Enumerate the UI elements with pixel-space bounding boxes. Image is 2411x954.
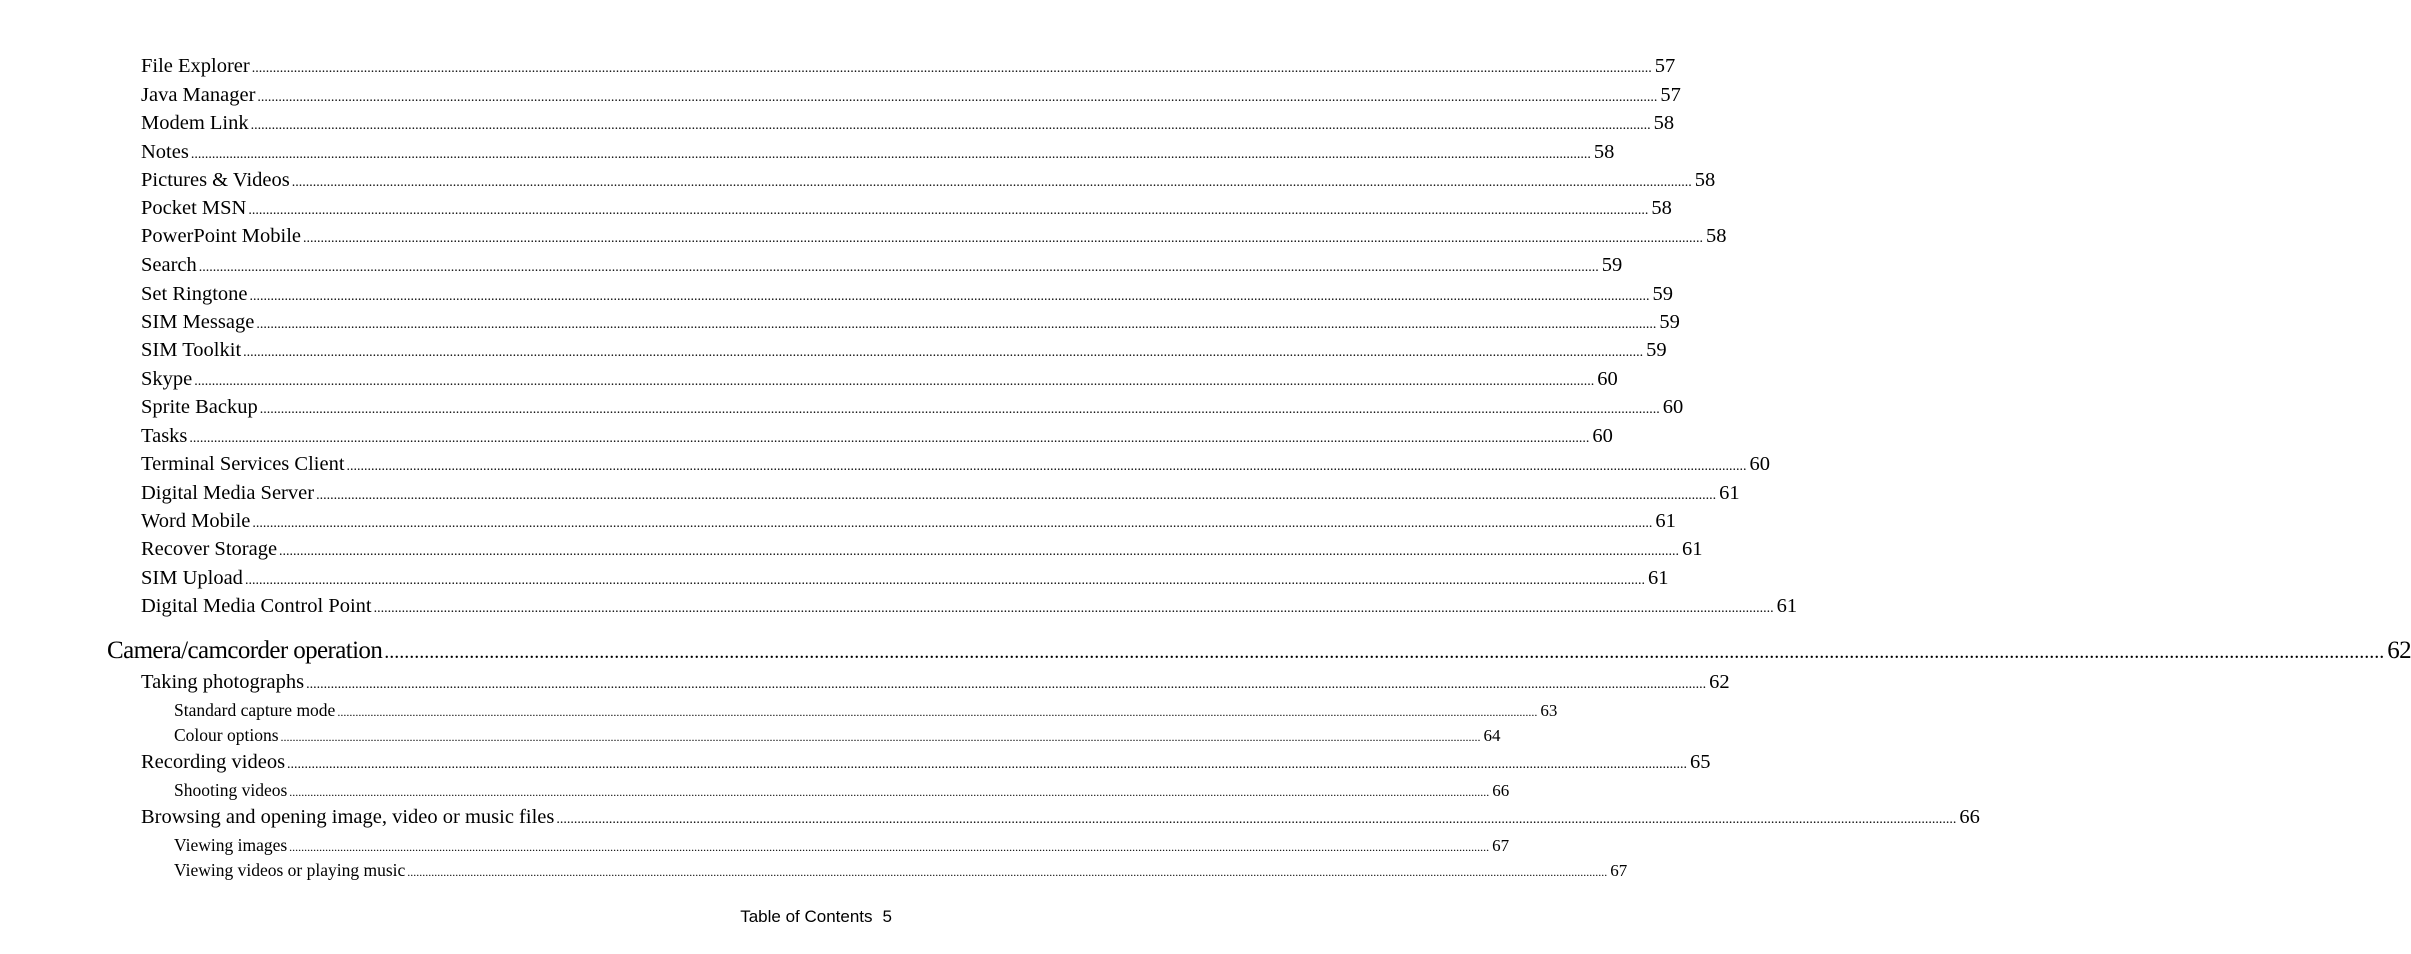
toc-entry[interactable] bbox=[141, 422, 1613, 450]
toc-entry-page-number: 58 bbox=[1651, 197, 1672, 219]
dot-leader: ................................................................................................................................................................................................................................................................................................................................................................................................................ bbox=[287, 757, 1688, 772]
dot-leader: ................................................................................................................................................................................................................................................................................................................................................................................................................ bbox=[279, 544, 1680, 559]
toc-entry[interactable] bbox=[141, 138, 1615, 166]
toc-entry-label: Taking photographs bbox=[141, 671, 305, 693]
dot-leader: ................................................................................................................................................................................................................................................................................................................................................................................................................ bbox=[252, 516, 1653, 531]
dot-leader: ................................................................................................................................................................................................................................................................................................................................................................................................................ bbox=[407, 865, 1608, 879]
dot-leader: ................................................................................................................................................................................................................................................................................................................................................................................................................ bbox=[280, 730, 1481, 744]
footer-page-number: 5 bbox=[882, 907, 892, 926]
toc-entry-page-number: 57 bbox=[1660, 84, 1681, 106]
toc-entry-page-number: 59 bbox=[1601, 254, 1623, 276]
dot-leader: ................................................................................................................................................................................................................................................................................................................................................................................................................ bbox=[248, 203, 1649, 218]
toc-entry[interactable] bbox=[141, 507, 1676, 535]
toc-entry-label: Sprite Backup bbox=[141, 396, 258, 418]
dot-leader: ................................................................................................................................................................................................................................................................................................................................................................................................................ bbox=[316, 488, 1717, 503]
toc-entry[interactable] bbox=[141, 308, 1680, 336]
dot-leader: ................................................................................................................................................................................................................................................................................................................................................................................................................ bbox=[259, 402, 1660, 417]
dot-leader: ................................................................................................................................................................................................................................................................................................................................................................................................................ bbox=[257, 90, 1658, 105]
toc-entry[interactable] bbox=[174, 857, 1628, 883]
toc-entry-label: SIM Upload bbox=[141, 567, 243, 589]
toc-entry[interactable] bbox=[141, 166, 1716, 194]
toc-entry-label: Pocket MSN bbox=[141, 197, 247, 219]
toc-entry[interactable] bbox=[174, 777, 1510, 803]
toc-entry-page-number: 58 bbox=[1694, 169, 1716, 191]
toc-entry-page-number: 60 bbox=[1749, 453, 1771, 475]
toc-entry-page-number: 65 bbox=[1690, 751, 1711, 773]
dot-leader: ................................................................................................................................................................................................................................................................................................................................................................................................................ bbox=[251, 61, 1652, 76]
toc-entry-page-number: 58 bbox=[1653, 112, 1675, 134]
dot-leader: ................................................................................................................................................................................................................................................................................................................................................................................................................ bbox=[306, 677, 1707, 692]
toc-entry-label: Skype bbox=[141, 368, 193, 390]
dot-leader: ................................................................................................................................................................................................................................................................................................................................................................................................................ bbox=[198, 260, 1599, 275]
toc-entry-page-number: 60 bbox=[1597, 368, 1618, 390]
toc-entry-label: File Explorer bbox=[141, 55, 250, 77]
toc-entry[interactable] bbox=[141, 365, 1618, 393]
toc-entry-label: Shooting videos bbox=[174, 780, 288, 800]
toc-entry-page-number: 58 bbox=[1593, 141, 1615, 163]
toc-entry-page-number: 64 bbox=[1483, 726, 1501, 745]
toc-entry[interactable] bbox=[141, 393, 1684, 421]
toc-entry[interactable] bbox=[174, 832, 1510, 858]
dot-leader: ................................................................................................................................................................................................................................................................................................................................................................................................................ bbox=[244, 573, 1645, 588]
dot-leader: ................................................................................................................................................................................................................................................................................................................................................................................................................ bbox=[346, 459, 1747, 474]
toc-entry[interactable] bbox=[141, 109, 1675, 137]
toc-entry-label: Set Ringtone bbox=[141, 283, 248, 305]
dot-leader: ................................................................................................................................................................................................................................................................................................................................................................................................................ bbox=[291, 175, 1692, 190]
toc-entry-label: Colour options bbox=[174, 725, 279, 745]
toc-entry[interactable] bbox=[141, 336, 1667, 364]
toc-entry-label: Pictures & Videos bbox=[141, 169, 290, 191]
toc-entry-page-number: 61 bbox=[1647, 567, 1669, 589]
toc-entry-page-number: 61 bbox=[1655, 510, 1676, 532]
toc-entry-label: Digital Media Server bbox=[141, 482, 315, 504]
toc-entry-page-number: 61 bbox=[1719, 482, 1740, 504]
toc-entry-label: Digital Media Control Point bbox=[141, 595, 372, 617]
toc-entry-page-number: 60 bbox=[1662, 396, 1684, 418]
toc-entry-label: Java Manager bbox=[141, 84, 256, 106]
toc-entry-label: PowerPoint Mobile bbox=[141, 225, 302, 247]
toc-entry[interactable] bbox=[141, 592, 1798, 620]
toc-entry[interactable] bbox=[174, 697, 1558, 723]
toc-entry-label: Notes bbox=[141, 141, 189, 163]
toc-entry-label: SIM Message bbox=[141, 311, 255, 333]
toc-entry[interactable] bbox=[141, 479, 1740, 507]
toc-entry[interactable] bbox=[141, 280, 1673, 308]
toc-entry-page-number: 59 bbox=[1646, 339, 1667, 361]
toc-chapter-entry[interactable] bbox=[107, 634, 2411, 668]
toc-entry[interactable] bbox=[141, 81, 1681, 109]
toc-entry-label: Word Mobile bbox=[141, 510, 251, 532]
toc-entry-label: Camera/camcorder operation bbox=[107, 637, 383, 664]
toc-entry-page-number: 67 bbox=[1610, 861, 1628, 880]
toc-entry-page-number: 59 bbox=[1659, 311, 1680, 333]
dot-leader: ................................................................................................................................................................................................................................................................................................................................................................................................................ bbox=[256, 317, 1657, 332]
toc-entry-label: Recover Storage bbox=[141, 538, 278, 560]
toc-entry-page-number: 57 bbox=[1654, 55, 1676, 77]
toc-entry-label: Viewing videos or playing music bbox=[174, 860, 406, 880]
dot-leader: ................................................................................................................................................................................................................................................................................................................................................................................................................ bbox=[190, 147, 1591, 162]
toc-entry-label: Standard capture mode bbox=[174, 700, 336, 720]
toc-entry[interactable] bbox=[141, 564, 1669, 592]
toc-entry-page-number: 63 bbox=[1540, 701, 1558, 720]
toc-entry[interactable] bbox=[141, 535, 1703, 563]
toc-entry[interactable] bbox=[174, 722, 1501, 748]
dot-leader: ................................................................................................................................................................................................................................................................................................................................................................................................................ bbox=[289, 785, 1490, 799]
dot-leader: ................................................................................................................................................................................................................................................................................................................................................................................................................ bbox=[556, 812, 1957, 827]
toc-entry[interactable] bbox=[141, 52, 1676, 80]
toc-entry-page-number: 61 bbox=[1682, 538, 1703, 560]
toc-entry-page-number: 58 bbox=[1706, 225, 1727, 247]
dot-leader: ................................................................................................................................................................................................................................................................................................................................................................................................................ bbox=[373, 601, 1774, 616]
toc-entry[interactable] bbox=[141, 194, 1672, 222]
toc-entry[interactable] bbox=[141, 251, 1623, 279]
toc-entry-label: Viewing images bbox=[174, 835, 288, 855]
toc-entry-page-number: 59 bbox=[1652, 283, 1673, 305]
toc-entry[interactable] bbox=[141, 450, 1771, 478]
dot-leader: ................................................................................................................................................................................................................................................................................................................................................................................................................ bbox=[289, 840, 1490, 854]
toc-entry-page-number: 60 bbox=[1592, 425, 1613, 447]
dot-leader: ................................................................................................................................................................................................................................................................................................................................................................................................................ bbox=[249, 289, 1650, 304]
dot-leader: ................................................................................................................................................................................................................................................................................................................................................................................................................ bbox=[384, 641, 2385, 663]
toc-entry-label: Tasks bbox=[141, 425, 188, 447]
toc-entry-page-number: 66 bbox=[1959, 806, 1980, 828]
dot-leader: ................................................................................................................................................................................................................................................................................................................................................................................................................ bbox=[337, 705, 1538, 719]
toc-entry-page-number: 62 bbox=[1709, 671, 1730, 693]
footer-title: Table of Contents bbox=[740, 907, 873, 926]
toc-entry-page-number: 61 bbox=[1776, 595, 1798, 617]
dot-leader: ................................................................................................................................................................................................................................................................................................................................................................................................................ bbox=[243, 345, 1644, 360]
toc-entry-label: SIM Toolkit bbox=[141, 339, 242, 361]
toc-entry-label: Browsing and opening image, video or music files bbox=[141, 806, 555, 828]
toc-entry-page-number: 66 bbox=[1492, 781, 1510, 800]
dot-leader: ................................................................................................................................................................................................................................................................................................................................................................................................................ bbox=[194, 374, 1595, 389]
page-footer bbox=[740, 907, 892, 927]
toc-entry-label: Recording videos bbox=[141, 751, 286, 773]
dot-leader: ................................................................................................................................................................................................................................................................................................................................................................................................................ bbox=[250, 118, 1651, 133]
toc-entry-page-number: 67 bbox=[1492, 836, 1510, 855]
toc-entry[interactable] bbox=[141, 222, 1727, 250]
dot-leader: ................................................................................................................................................................................................................................................................................................................................................................................................................ bbox=[189, 431, 1590, 446]
toc-entry-label: Terminal Services Client bbox=[141, 453, 345, 475]
dot-leader: ................................................................................................................................................................................................................................................................................................................................................................................................................ bbox=[303, 231, 1704, 246]
toc-entry[interactable] bbox=[141, 668, 1730, 696]
toc-entry-label: Modem Link bbox=[141, 112, 249, 134]
toc-entry[interactable] bbox=[141, 748, 1711, 776]
toc-entry-label: Search bbox=[141, 254, 197, 276]
toc-entry[interactable] bbox=[141, 803, 1980, 831]
toc-entry-page-number: 62 bbox=[2387, 637, 2411, 664]
